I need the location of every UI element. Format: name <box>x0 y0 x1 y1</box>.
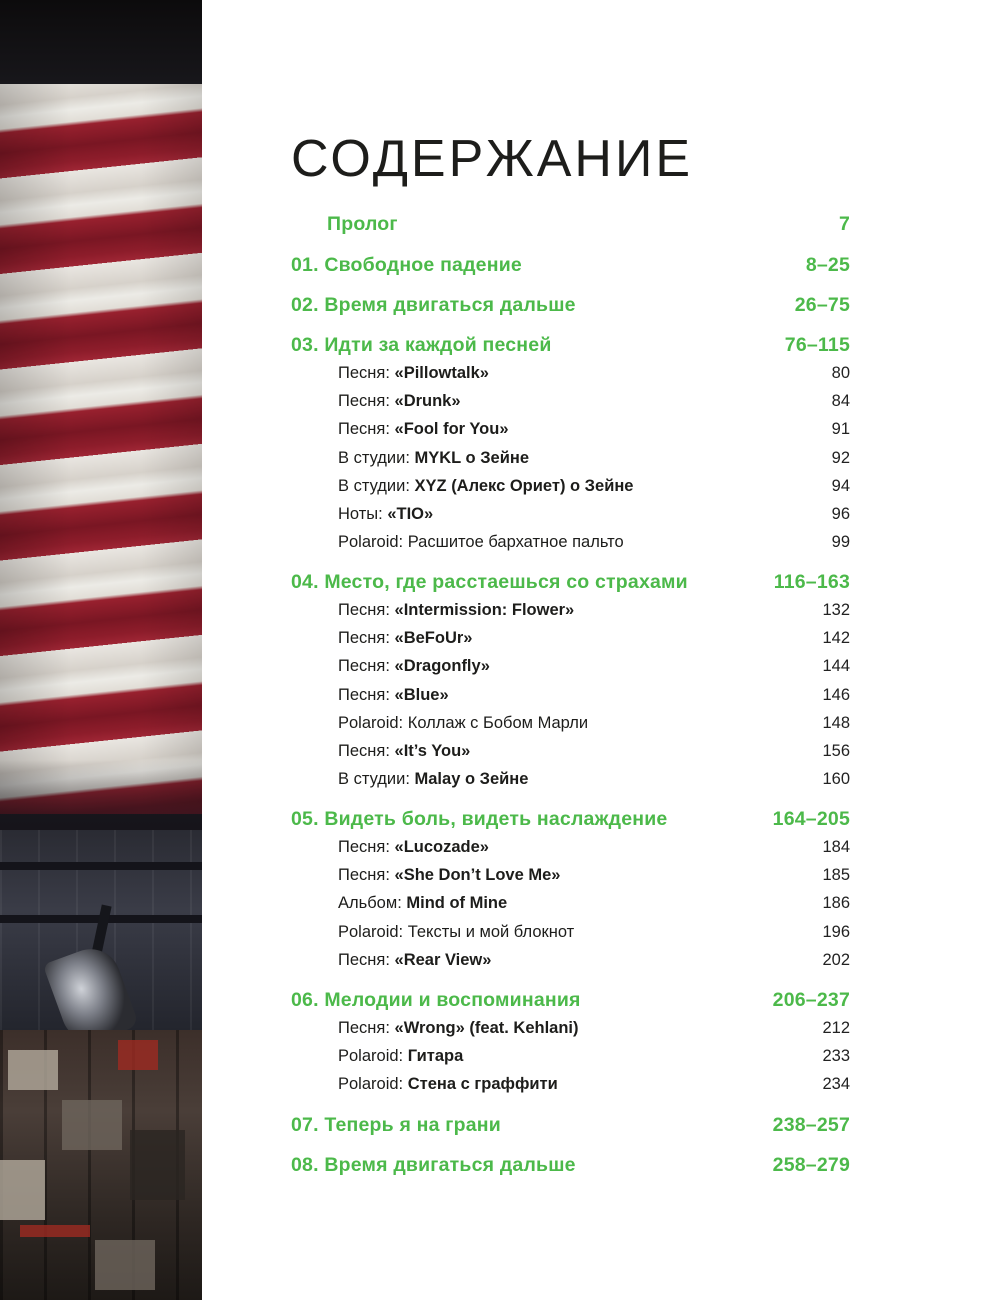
entry-prefix: В студии: <box>338 449 415 467</box>
entry-page: 94 <box>831 477 850 495</box>
chapter-title: Пролог <box>327 213 398 235</box>
entry-title <box>338 655 490 677</box>
chapter-pages: 76–115 <box>784 334 850 356</box>
entry-page: 233 <box>822 1047 850 1065</box>
entry-title <box>338 1017 579 1039</box>
entry-name: «Intermission: Flower» <box>394 601 575 619</box>
entry-name: «BeFoUr» <box>394 629 473 647</box>
toc-chapter[interactable] <box>291 253 850 277</box>
entry-name: «She Don’t Love Me» <box>394 866 561 884</box>
toc-entry[interactable] <box>338 1045 850 1067</box>
entry-name: «Wrong» <box>394 1019 465 1037</box>
entry-title <box>338 599 574 621</box>
entry-page: 144 <box>822 657 850 675</box>
entry-page: 80 <box>831 364 850 382</box>
entry-title <box>338 712 588 734</box>
entry-prefix: Песня: <box>338 657 395 675</box>
chapter-pages: 26–75 <box>794 294 850 316</box>
entry-suffix: (feat. Kehlani) <box>464 1019 579 1037</box>
entry-prefix: Polaroid: <box>338 1075 408 1093</box>
entry-name: «Dragonfly» <box>394 657 490 675</box>
entry-prefix: Polaroid: Тексты и мой блокнот <box>338 923 575 941</box>
entry-prefix: Песня: <box>338 742 395 760</box>
entry-title <box>338 836 489 858</box>
entry-prefix: Альбом: <box>338 894 407 912</box>
entry-title <box>338 892 507 914</box>
toc-entry[interactable] <box>338 921 850 943</box>
toc-entry[interactable] <box>338 475 850 497</box>
entry-prefix: Песня: <box>338 866 395 884</box>
toc-entry[interactable] <box>338 599 850 621</box>
entry-page: 184 <box>822 838 850 856</box>
entry-name: Malay о Зейне <box>414 770 529 788</box>
toc-chapter[interactable] <box>291 293 850 317</box>
entry-page: 148 <box>822 714 850 732</box>
entry-title <box>338 627 472 649</box>
chapter-pages: 238–257 <box>772 1114 850 1136</box>
chapter-pages: 8–25 <box>805 254 850 276</box>
entry-title <box>338 531 624 553</box>
entry-prefix: Песня: <box>338 364 395 382</box>
entry-prefix: Песня: <box>338 601 395 619</box>
entry-title <box>338 503 433 525</box>
toc-chapter[interactable] <box>291 988 850 1012</box>
toc-entry[interactable] <box>338 627 850 649</box>
toc-entry[interactable] <box>338 1017 850 1039</box>
entry-page: 160 <box>822 770 850 788</box>
entry-page: 202 <box>822 951 850 969</box>
entry-page: 146 <box>822 686 850 704</box>
entry-name: Стена с граффити <box>407 1075 558 1093</box>
toc-entry[interactable] <box>338 740 850 762</box>
entry-name: «Blue» <box>394 686 449 704</box>
chapter-title: 08. Время двигаться дальше <box>291 1154 576 1176</box>
entry-name: MYKL о Зейне <box>414 449 530 467</box>
entry-prefix: Песня: <box>338 392 395 410</box>
chapter-title: 02. Время двигаться дальше <box>291 294 576 316</box>
toc-chapter[interactable] <box>291 570 850 594</box>
entry-page: 99 <box>831 533 850 551</box>
chapter-title: 05. Видеть боль, видеть наслаждение <box>291 808 668 830</box>
toc-entry[interactable] <box>338 768 850 790</box>
entry-title <box>338 684 449 706</box>
toc-entry[interactable] <box>338 712 850 734</box>
entry-title <box>338 418 509 440</box>
entry-name: XYZ (Алекс Ориет) о Зейне <box>414 477 634 495</box>
entry-prefix: Polaroid: Коллаж с Бобом Марли <box>338 714 589 732</box>
toc-entry[interactable] <box>338 503 850 525</box>
toc-chapter[interactable] <box>291 333 850 357</box>
toc-entry[interactable] <box>338 531 850 553</box>
toc-entry[interactable] <box>338 447 850 469</box>
chapter-title: 01. Свободное падение <box>291 254 522 276</box>
entry-prefix: Песня: <box>338 838 395 856</box>
page-title: СОДЕРЖАНИЕ <box>291 130 694 188</box>
entry-page: 212 <box>822 1019 850 1037</box>
toc-entry[interactable] <box>338 684 850 706</box>
toc-chapter[interactable] <box>291 807 850 831</box>
entry-page: 186 <box>822 894 850 912</box>
entry-name: «Pillowtalk» <box>394 364 489 382</box>
entry-name: Mind of Mine <box>406 894 508 912</box>
chapter-title: 04. Место, где расстаешься со страхами <box>291 571 688 593</box>
entry-title <box>338 768 528 790</box>
entry-name: «Rear View» <box>394 951 492 969</box>
entry-page: 132 <box>822 601 850 619</box>
toc-entry[interactable] <box>338 892 850 914</box>
entry-title <box>338 949 491 971</box>
chapter-pages: 258–279 <box>772 1154 850 1176</box>
entry-name: «Lucozade» <box>394 838 489 856</box>
entry-prefix: Polaroid: <box>338 1047 408 1065</box>
entry-title <box>338 864 560 886</box>
entry-name: «Drunk» <box>394 392 461 410</box>
chapter-title: 06. Мелодии и воспоминания <box>291 989 581 1011</box>
entry-prefix: В студии: <box>338 477 415 495</box>
toc-entry[interactable] <box>338 1073 850 1095</box>
entry-page: 196 <box>822 923 850 941</box>
entry-prefix: Песня: <box>338 629 395 647</box>
entry-name: «It’s You» <box>394 742 471 760</box>
toc-entry[interactable] <box>338 362 850 384</box>
entry-title <box>338 390 461 412</box>
entry-prefix: Ноты: <box>338 505 388 523</box>
entry-title <box>338 1073 558 1095</box>
entry-title <box>338 1045 463 1067</box>
entry-prefix: В студии: <box>338 770 415 788</box>
entry-prefix: Песня: <box>338 1019 395 1037</box>
toc-entry[interactable] <box>338 836 850 858</box>
chapter-pages: 206–237 <box>772 989 850 1011</box>
entry-page: 156 <box>822 742 850 760</box>
entry-page: 185 <box>822 866 850 884</box>
entry-page: 84 <box>831 392 850 410</box>
chapter-pages: 116–163 <box>773 571 850 593</box>
entry-prefix: Песня: <box>338 420 395 438</box>
entry-prefix: Песня: <box>338 686 395 704</box>
entry-name: Гитара <box>407 1047 464 1065</box>
toc-entry[interactable] <box>338 864 850 886</box>
entry-page: 96 <box>831 505 850 523</box>
entry-page: 234 <box>822 1075 850 1093</box>
toc-entry[interactable] <box>338 390 850 412</box>
entry-name: «Fool for You» <box>394 420 509 438</box>
chapter-pages: 164–205 <box>772 808 850 830</box>
entry-page: 91 <box>831 420 850 438</box>
toc-entry[interactable] <box>338 418 850 440</box>
entry-title <box>338 362 489 384</box>
entry-title <box>338 475 633 497</box>
toc-prologue[interactable] <box>327 212 850 236</box>
entry-title <box>338 740 470 762</box>
entry-name: «TIO» <box>387 505 434 523</box>
entry-title <box>338 447 529 469</box>
toc-entry[interactable] <box>338 949 850 971</box>
toc-entry[interactable] <box>338 655 850 677</box>
toc-chapter[interactable] <box>291 1113 850 1137</box>
entry-prefix: Polaroid: Расшитое бархатное пальто <box>338 533 624 551</box>
entry-page: 92 <box>831 449 850 467</box>
chapter-pages: 7 <box>838 213 850 235</box>
toc-chapter[interactable] <box>291 1153 850 1177</box>
chapter-title: 03. Идти за каждой песней <box>291 334 552 356</box>
entry-prefix: Песня: <box>338 951 395 969</box>
chapter-title: 07. Теперь я на грани <box>291 1114 501 1136</box>
entry-page: 142 <box>822 629 850 647</box>
entry-title <box>338 921 574 943</box>
